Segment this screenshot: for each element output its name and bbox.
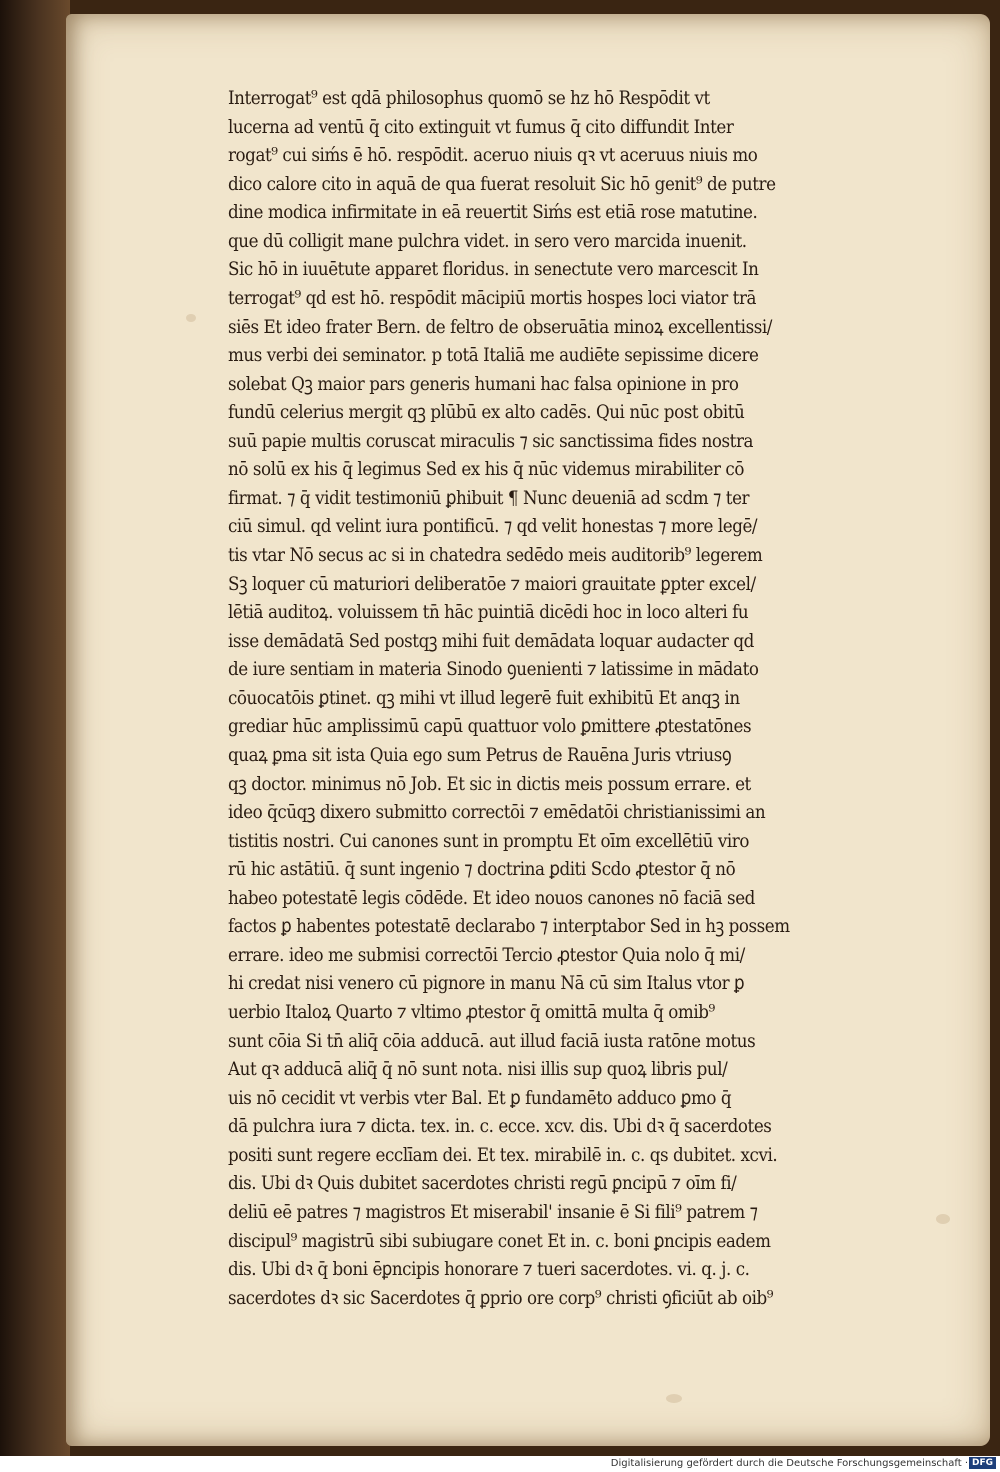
text-line: suū papie multis coruscat miraculis ⁊ sic sanctissima fides nostra xyxy=(228,429,754,452)
text-line: ideo q̄cūqꝫ dixero submitto correctōi ⁊ emēdatōi christianissimi an xyxy=(228,801,766,824)
text-line: rogat⁹ cui siḿs ē hō. respōdit. aceruo niuis qꝛ vt aceruus niuis mo xyxy=(228,144,758,167)
text-line: Interrogat⁹ est qdā philosophus quomō se hz hō Respōdit vt xyxy=(228,87,710,109)
paper-stain xyxy=(936,1214,950,1224)
text-line: deliū eē patres ⁊ magistros Et miserabil' insanie ē Si fili⁹ patrem ⁊ xyxy=(228,1200,758,1223)
text-line: mus verbi dei seminator. p totā Italiā me audiēte sepissime dicere xyxy=(228,344,759,367)
text-line: de iure sentiam in materia Sinodo ꝯuenienti ⁊ latissime in mādato xyxy=(228,658,759,681)
text-line: positi sunt regere ecclīam dei. Et tex. mirabilē in. c. qs dubitet. xcvi. xyxy=(228,1143,778,1166)
text-line: uerbio Italoꝝ Quarto ⁊ vltimo ꝓtestor q̄ omittā multa q̄ omib⁹ xyxy=(228,1001,715,1023)
text-line: Sic hō in iuuētute apparet floridus. in senectute vero marcescit In xyxy=(228,258,759,281)
text-line: sacerdotes dꝛ sic Sacerdotes q̄ ꝑprio ore corp⁹ christi ꝯficiūt ab oib⁹ xyxy=(228,1286,774,1309)
text-line: dine modica infirmitate in eā reuertit Siḿs est etiā rose matutine. xyxy=(228,201,758,224)
text-line: cōuocatōis ꝑtinet. qꝫ mihi vt illud legerē fuit exhibitū Et anqꝫ in xyxy=(228,686,740,709)
text-line: solebat Qꝫ maior pars generis humani hac falsa opinione in pro xyxy=(228,372,739,395)
paper-stain xyxy=(186,314,196,322)
text-line: ciū simul. qd velint iura pontificū. ⁊ qd velit honestas ⁊ more legē/ xyxy=(228,515,758,538)
text-line: rū hic astātiū. q̄ sunt ingenio ⁊ doctrina ꝑditi Scdo ꝓtestor q̄ nō xyxy=(228,858,736,881)
text-line: Aut qꝛ adducā aliq̄ q̄ nō sunt nota. nisi illis sup quoꝝ libris pul/ xyxy=(228,1058,728,1081)
text-line: sunt cōia Si tn̄ aliq̄ cōia adducā. aut illud faciā iusta ratōne motus xyxy=(228,1029,756,1052)
text-line: que dū colligit mane pulchra videt. in sero vero marcida inuenit. xyxy=(228,229,747,252)
book-binding-edge xyxy=(0,0,70,1456)
text-line: fundū celerius mergit qꝫ plūbū ex alto cadēs. Qui nūc post obitū xyxy=(228,401,745,424)
text-line: hi credat nisi venero cū pignore in manu Nā cū sim Italus vtor ꝑ xyxy=(228,972,745,995)
blackletter-text-block xyxy=(228,84,903,1312)
dfg-logo: DFG xyxy=(969,1457,996,1469)
digitization-credit: Digitalisierung gefördert durch die Deutsche Forschungsgemeinschaft · xyxy=(610,1458,968,1469)
text-line: quaꝝ ꝑma sit ista Quia ego sum Petrus de Rauēna Juris vtriusꝯ xyxy=(228,743,732,766)
text-line: dico calore cito in aquā de qua fuerat resoluit Sic hō genit⁹ de putre xyxy=(228,172,776,195)
text-line: isse demādatā Sed postqꝫ mihi fuit demādata loquar audacter qd xyxy=(228,629,754,652)
text-line: factos ꝑ habentes potestatē declarabo ⁊ interptabor Sed in hꝫ possem xyxy=(228,915,790,938)
text-line: lucerna ad ventū q̄ cito extinguit vt fumus q̄ cito diffundit Inter xyxy=(228,115,734,138)
text-line: habeo potestatē legis cōdēde. Et ideo nouos canones nō faciā sed xyxy=(228,886,755,909)
text-line: dis. Ubi dꝛ Quis dubitet sacerdotes christi regū ꝑncipū ⁊ oīm fi/ xyxy=(228,1172,737,1195)
paper-stain xyxy=(666,1394,682,1403)
text-line: dis. Ubi dꝛ q̄ boni ēꝑncipis honorare ⁊ tueri sacerdotes. vi. q. j. c. xyxy=(228,1258,750,1281)
text-line: Sꝫ loquer cū maturiori deliberatōe ⁊ maiori grauitate ꝑpter excel/ xyxy=(228,572,756,595)
text-line: uis nō cecidit vt verbis vter Bal. Et ꝑ fundamēto adduco ꝑmo q̄ xyxy=(228,1086,732,1109)
text-line: firmat. ⁊ q̄ vidit testimoniū ꝑhibuit ¶ Nunc deueniā ad scdm ⁊ ter xyxy=(228,486,750,509)
text-line: discipul⁹ magistrū sibi subiugare conet Et in. c. boni ꝑncipis eadem xyxy=(228,1229,771,1252)
text-line: qꝫ doctor. minimus nō Job. Et sic in dictis meis possum errare. et xyxy=(228,772,751,795)
text-line: nō solū ex his q̄ legimus Sed ex his q̄ nūc videmus mirabiliter cō xyxy=(228,458,744,481)
text-line: terrogat⁹ qd est hō. respōdit mācipiū mortis hospes loci viator trā xyxy=(228,286,757,309)
text-line: tis vtar Nō secus ac si in chatedra sedēdo meis auditorib⁹ legerem xyxy=(228,544,763,566)
text-line: siēs Et ideo frater Bern. de feltro de obseruātia minoꝝ excellentissi/ xyxy=(228,315,772,338)
text-line: tistitis nostri. Cui canones sunt in promptu Et oīm excellētiū viro xyxy=(228,829,749,852)
text-line: dā pulchra iura ⁊ dicta. tex. in. c. ecce. xcv. dis. Ubi dꝛ q̄ sacerdotes xyxy=(228,1115,772,1138)
text-line: lētiā auditoꝝ. voluissem tn̄ hāc puintiā dicēdi hoc in loco alteri fu xyxy=(228,601,749,624)
text-line: grediar hūc amplissimū capū quattuor volo ꝑmittere ꝓtestatōnes xyxy=(228,715,752,738)
text-line: errare. ideo me submisi correctōi Tercio ꝓtestor Quia nolo q̄ mi/ xyxy=(228,943,745,966)
